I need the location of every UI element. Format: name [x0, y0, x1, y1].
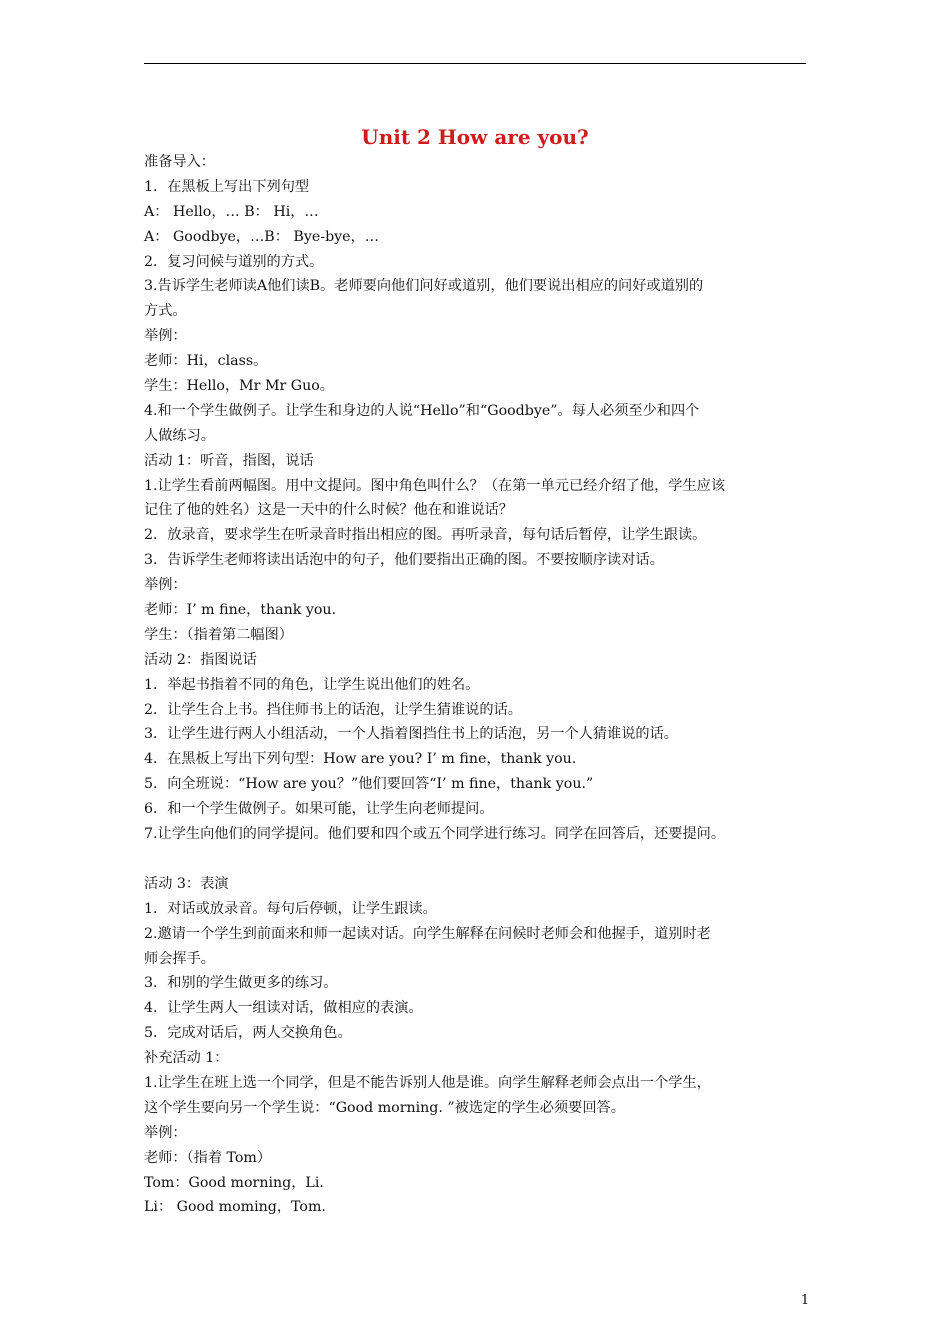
body-line: 3.告诉学生老师读A他们读B。老师要向他们问好或道别，他们要说出相应的问好或道别的 [144, 278, 704, 295]
body-line: 补充活动 1： [144, 1050, 229, 1067]
body-line: Li： Good moming，Tom. [144, 1199, 326, 1216]
body-line: 6．和一个学生做例子。如果可能，让学生向老师提问。 [144, 801, 494, 818]
body-line: 活动 2：指图说话 [144, 651, 257, 668]
body-line: A： Goodbye，…B： Bye-bye，… [144, 228, 379, 245]
body-line: A： Hello，… B： Hi，… [144, 203, 319, 220]
body-line: 1．对话或放录音。每句后停顿，让学生跟读。 [144, 900, 437, 917]
body-line: 学生：Hello，Mr Mr Guo。 [144, 378, 334, 395]
body-line: Tom：Good morning，Li. [144, 1174, 324, 1191]
body-line: 5．向全班说：“How are you？”他们要回答“I’ m fine，thank you.” [144, 776, 594, 793]
page-number: 1 [800, 1293, 810, 1308]
body-line: 3．和别的学生做更多的练习。 [144, 975, 338, 992]
body-line: 师会挥手。 [144, 950, 215, 967]
body-line: 5．完成对话后，两人交换角色。 [144, 1025, 352, 1042]
blank-line [144, 847, 808, 872]
body-line: 人做练习。 [144, 427, 215, 444]
document-title: Unit 2 How are you? [361, 125, 589, 149]
body-line: 1.让学生在班上选一个同学，但是不能告诉别人他是谁。向学生解释老师会点出一个学生， [144, 1074, 711, 1091]
body-line: 2．复习问候与道别的方式。 [144, 253, 324, 270]
body-line: 老师：I’ m fine，thank you. [144, 602, 337, 619]
body-line: 4．让学生两人一组读对话，做相应的表演。 [144, 1000, 423, 1017]
body-line: 3．让学生进行两人小组活动，一个人指着图挡住书上的话泡，另一个人猜谁说的话。 [144, 726, 678, 743]
body-line: 活动 1：听音，指图，说话 [144, 452, 314, 469]
body-line: 举例： [144, 577, 187, 594]
body-line: 2.邀请一个学生到前面来和师一起读对话。向学生解释在问候时老师会和他握手，道别时老 [144, 925, 711, 942]
body-line: 学生：（指着第二幅图） [144, 626, 293, 643]
body-line: 记住了他的姓名）这是一天中的什么时候？他在和谁说话？ [144, 502, 513, 519]
body-line: 举例： [144, 328, 187, 345]
body-line: 3．告诉学生老师将读出话泡中的句子，他们要指出正确的图。不要按顺序读对话。 [144, 552, 664, 569]
body-line: 方式。 [144, 303, 187, 320]
header-rule [144, 63, 806, 64]
body-line: 老师：（指着 Tom） [144, 1149, 272, 1166]
body-line: 7.让学生向他们的同学提问。他们要和四个或五个同学进行练习。同学在回答后，还要提问。 [144, 826, 726, 843]
body-line: 2．让学生合上书。挡住师书上的话泡，让学生猜谁说的话。 [144, 701, 522, 718]
body-line: 1．举起书指着不同的角色，让学生说出他们的姓名。 [144, 676, 480, 693]
body-line: 老师：Hi，class。 [144, 353, 268, 370]
body-line: 4．在黑板上写出下列句型：How are you? I’ m fine，thank you. [144, 751, 577, 768]
document-body [144, 150, 808, 1220]
body-line: 这个学生要向另一个学生说：“Good morning. ”被选定的学生必须要回答。 [144, 1099, 625, 1116]
body-line: 1．在黑板上写出下列句型 [144, 178, 310, 195]
body-line: 准备导入： [144, 154, 215, 170]
body-line: 1.让学生看前两幅图。用中文提问。图中角色叫什么？（在第一单元已经介绍了他，学生应该 [144, 477, 726, 494]
body-line: 4.和一个学生做例子。让学生和身边的人说“Hello”和“Goodbye”。每人必须至少和四个 [144, 402, 700, 419]
body-line: 举例： [144, 1124, 187, 1141]
body-line: 2．放录音，要求学生在听录音时指出相应的图。再听录音，每句话后暂停，让学生跟读。 [144, 527, 707, 544]
body-line: 活动 3：表演 [144, 875, 229, 892]
